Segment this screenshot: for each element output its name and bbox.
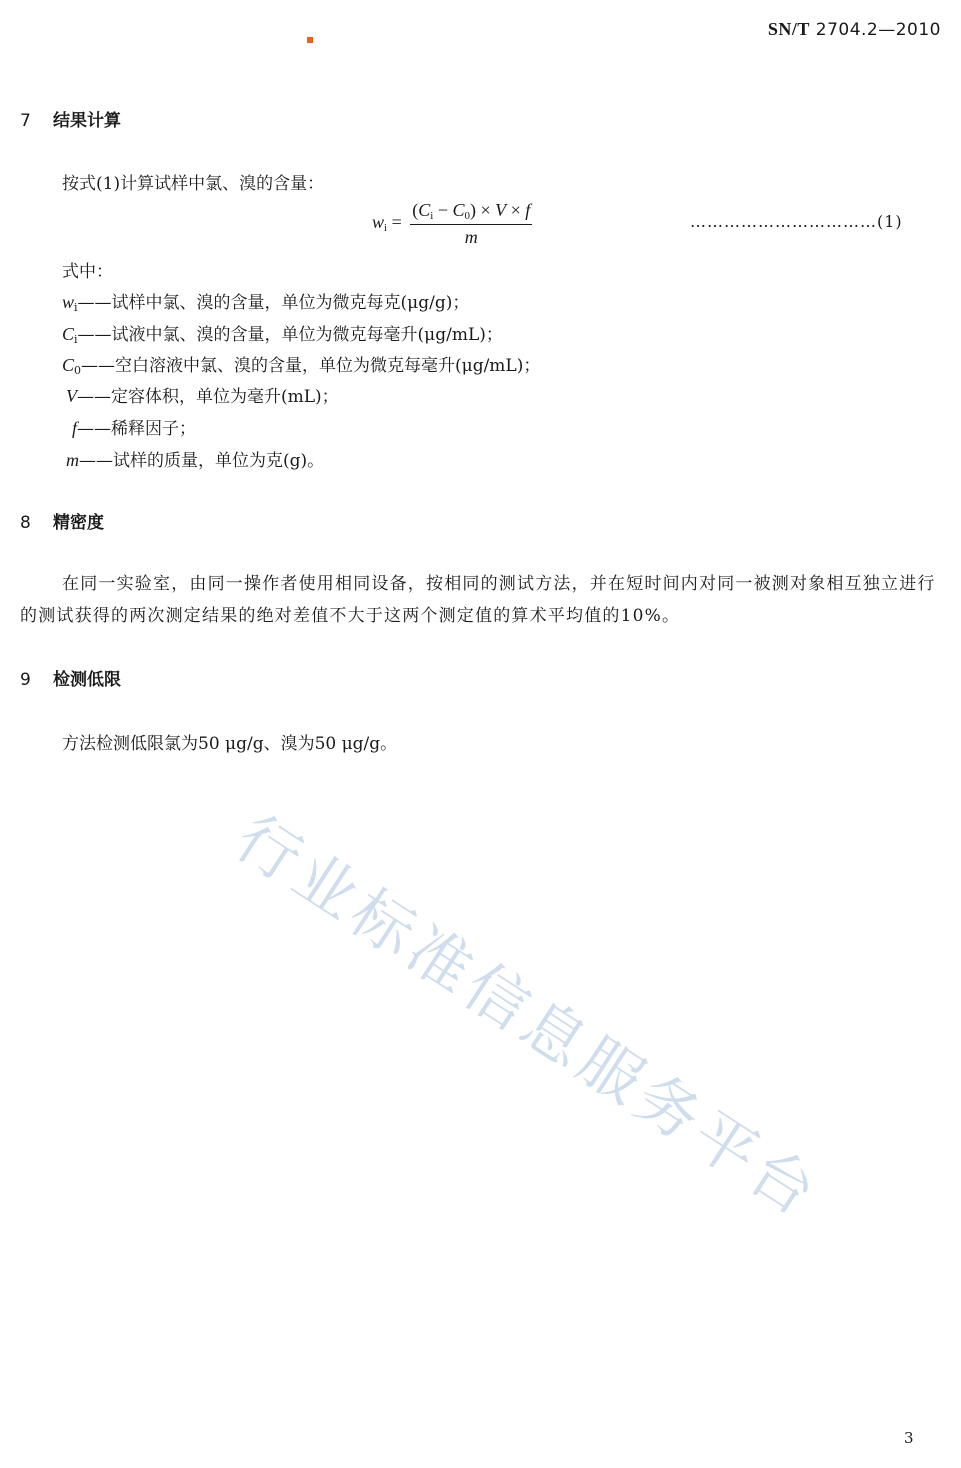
section-8-heading (20, 508, 104, 533)
formula-denominator: m (464, 227, 478, 247)
definition-item: $C_i——$试液中氯、溴的含量，单位为微克每毫升(μg/mL)； (62, 324, 503, 346)
definition-symbol: f (72, 418, 78, 438)
section-title: 结果计算 (53, 111, 121, 131)
equation-number: ……………………………(1) (690, 212, 903, 231)
definition-symbol: C (62, 355, 75, 375)
definition-text: ——试液中氯、溴的含量，单位为微克每毫升(μg/mL)； (77, 325, 503, 345)
header-marker (307, 37, 313, 43)
watermark: 行业标准信息服务平台 (223, 800, 834, 1233)
section-9-heading (20, 665, 121, 690)
definition-item (66, 446, 324, 471)
definition-item: $C_0——$空白溶液中氯、溴的含量，单位为微克每毫升(μg/mL)； (62, 355, 541, 377)
standard-number: 2704.2—2010 (815, 20, 941, 40)
section-number: 7 (20, 111, 31, 131)
definition-text: ——定容体积，单位为毫升(mL)； (77, 387, 339, 407)
standard-prefix: SN/T (767, 19, 810, 39)
section-9-paragraph: 方法检测低限氯为50 μg/g、溴为50 μg/g。 (62, 734, 398, 754)
definition-item: $w_i——$试样中氯、溴的含量，单位为微克每克(μg/g)； (62, 292, 470, 314)
definition-text: ——稀释因子； (77, 419, 197, 439)
formula (372, 200, 532, 248)
section-7-heading (20, 106, 121, 131)
standard-code (768, 19, 941, 40)
definition-symbol: V (66, 386, 77, 406)
page-number: 3 (904, 1429, 914, 1447)
where-label: 式中： (62, 262, 113, 282)
definition-symbol: m (66, 450, 79, 470)
definition-symbol: C (62, 324, 75, 344)
section-number: 8 (20, 513, 31, 533)
definition-text: ——试样中氯、溴的含量，单位为微克每克(μg/g)； (77, 293, 470, 313)
definition-text: ——试样的质量，单位为克(g)。 (79, 451, 325, 471)
section-8-paragraph: 在同一实验室，由同一操作者使用相同设备，按相同的测试方法，并在短时间内对同一被测对象相互独立进行的测试获得的两次测定结果的绝对差值不大于这两个测定值的算术平均值的10%。 (20, 574, 936, 626)
formula-numerator: $(C_i - C_0) \times V \times f$ (410, 200, 532, 225)
formula-fraction (410, 200, 532, 248)
definition-item (66, 382, 339, 407)
formula-lhs: $w_i$ = (372, 212, 402, 235)
section-title: 检测低限 (53, 670, 121, 690)
section-number: 9 (20, 670, 31, 690)
definition-symbol: w (62, 292, 75, 312)
section-title: 精密度 (53, 513, 104, 533)
section-7-intro: 按式(1)计算试样中氯、溴的含量： (62, 174, 325, 194)
definition-text: ——空白溶液中氯、溴的含量，单位为微克每毫升(μg/mL)； (81, 356, 541, 376)
definition-item (72, 414, 196, 439)
